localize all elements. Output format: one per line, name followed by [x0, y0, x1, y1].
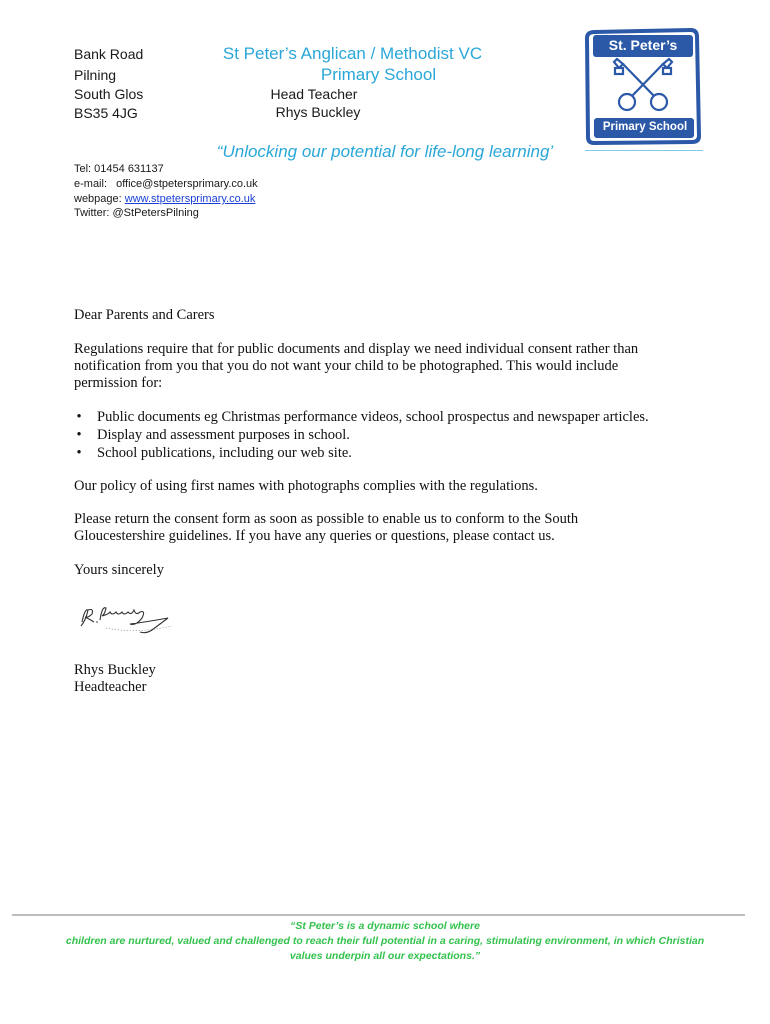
address-line: Pilning	[74, 67, 117, 83]
email-label: e-mail:	[74, 178, 108, 190]
contact-twitter: Twitter: @StPetersPilning	[74, 207, 199, 219]
permission-list	[74, 408, 714, 462]
logo-bottom-text: Primary School	[602, 121, 688, 133]
paragraph-line: notification from you that you do not want your child to be photographed. This would include	[74, 358, 619, 374]
school-name-line2: Primary School	[320, 65, 437, 84]
contact-tel: Tel: 01454 631137	[74, 163, 164, 175]
web-label: webpage:	[74, 193, 122, 205]
salutation: Dear Parents and Carers	[74, 307, 215, 323]
list-item: • Display and assessment purposes in school.	[76, 427, 350, 443]
footer-line: “St Peter’s is a dynamic school where	[290, 920, 480, 932]
school-name: St Peter’s Anglican / Methodist VC	[222, 44, 483, 63]
list-item-text: Display and assessment purposes in school.	[97, 427, 350, 443]
list-item: • Public documents eg Christmas performance videos, school prospectus and newspaper articles.	[76, 409, 649, 425]
signature-name: Rhys Buckley	[74, 662, 156, 678]
paragraph-3	[74, 511, 699, 545]
paragraph-1	[74, 341, 699, 392]
address-line: BS35 4JG	[74, 105, 138, 121]
footer-line: children are nurtured, valued and challenged to reach their full potential in a caring, stimulating environment, in which Christian	[65, 935, 705, 947]
website-link[interactable]: www.stpetersprimary.co.uk	[124, 193, 256, 205]
contact-web-row	[74, 193, 255, 205]
address-line: South Glos	[74, 86, 144, 102]
paragraph-2: Our policy of using first names with photographs complies with the regulations.	[74, 478, 538, 494]
footer-line: values underpin all our expectations.”	[289, 950, 481, 962]
head-name: Rhys Buckley	[275, 104, 361, 120]
paragraph-line: permission for:	[74, 375, 163, 391]
list-item-text: Public documents eg Christmas performance videos, school prospectus and newspaper articles.	[97, 409, 649, 425]
logo-underline	[585, 150, 703, 151]
list-item-text: School publications, including our web site.	[97, 445, 352, 461]
logo-top-text: St. Peter’s	[608, 37, 678, 53]
contact-email-row	[74, 178, 258, 190]
paragraph-line: Regulations require that for public documents and display we need individual consent rather than	[74, 341, 639, 357]
paragraph-line: Gloucestershire guidelines. If you have any queries or questions, please contact us.	[74, 528, 555, 544]
school-logo	[585, 28, 701, 146]
footer-divider	[12, 914, 745, 916]
signature-image	[76, 600, 176, 640]
school-motto: “Unlocking our potential for life-long learning’	[216, 142, 554, 161]
paragraph-line: Please return the consent form as soon as possible to enable us to conform to the South	[74, 511, 579, 527]
head-title: Head Teacher	[270, 86, 358, 102]
signature-title: Headteacher	[74, 679, 147, 695]
address-line: Bank Road	[74, 46, 144, 62]
closing: Yours sincerely	[74, 562, 164, 578]
email-value: office@stpetersprimary.co.uk	[116, 178, 258, 190]
list-item: • School publications, including our web site.	[76, 445, 352, 461]
